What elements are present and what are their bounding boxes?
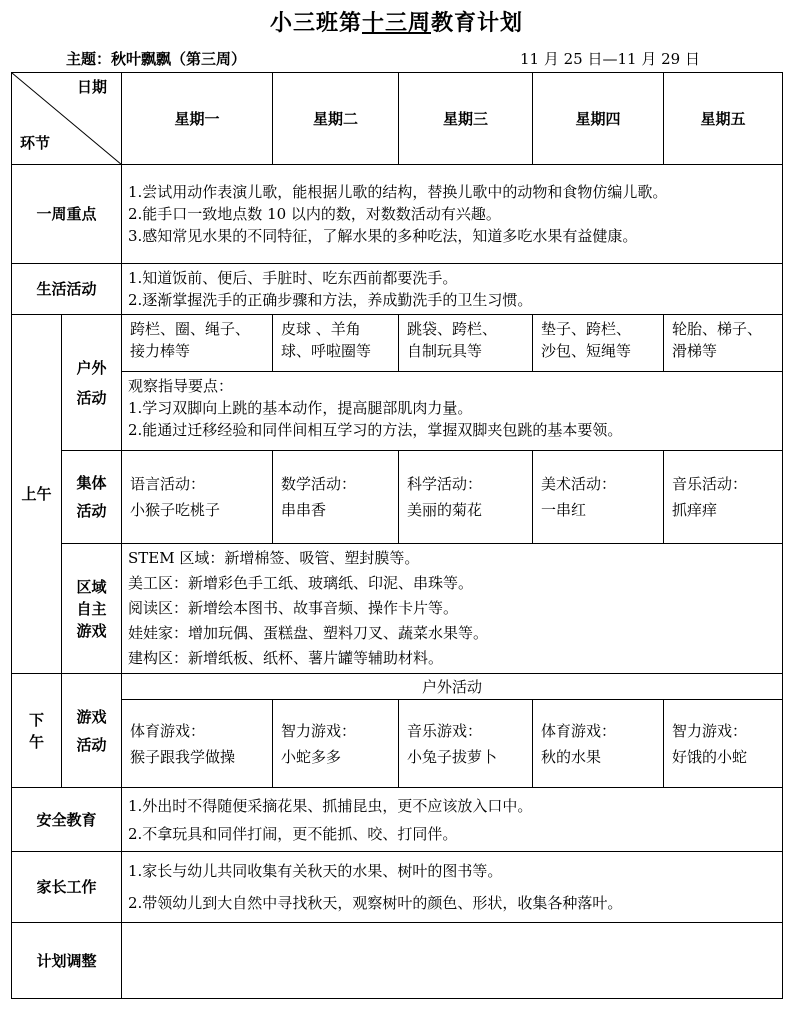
game-activity-label: 游戏 活动 (62, 674, 122, 788)
life-activity-content (122, 264, 783, 315)
group-activity-tue: 数学活动： 串串香 (273, 451, 399, 544)
safety-item: 1.外出时不得随便采摘花果、抓捕昆虫，更不应该放入口中。 (128, 796, 533, 815)
plan-table (11, 72, 783, 999)
outdoor-equipment-mon: 跨栏、圈、绳子、 接力棒等 (122, 315, 273, 372)
life-activity-item: 2.逐渐掌握洗手的正确步骤和方法，养成勤洗手的卫生习惯。 (128, 291, 533, 309)
safety-label: 安全教育 (12, 788, 122, 852)
outdoor-equipment-thu: 垫子、跨栏、 沙包、短绳等 (533, 315, 664, 372)
day-thursday: 星期四 (533, 73, 664, 165)
area-item: 娃娃家：增加玩偶、蛋糕盘、塑料刀叉、蔬菜水果等。 (128, 624, 489, 642)
game-fri: 智力游戏： 好饿的小蛇 (664, 700, 783, 788)
group-activity-fri: 音乐活动： 抓痒痒 (664, 451, 783, 544)
parents-item: 2.带领幼儿到大自然中寻找秋天，观察树叶的颜色、形状，收集各种落叶。 (128, 894, 623, 912)
day-tuesday: 星期二 (273, 73, 399, 165)
afternoon-outdoor-header: 户外活动 (122, 674, 783, 700)
safety-item: 2.不拿玩具和同伴打闹，更不能抓、咬、打同伴。 (128, 824, 458, 843)
morning-label: 上午 (12, 315, 62, 674)
parents-item: 1.家长与幼儿共同收集有关秋天的水果、树叶的图书等。 (128, 862, 503, 880)
day-wednesday: 星期三 (399, 73, 533, 165)
outdoor-activity-label: 户外 活动 (62, 315, 122, 451)
weekly-focus-item: 1.尝试用动作表演儿歌，能根据儿歌的结构，替换儿歌中的动物和食物仿编儿歌。 (128, 183, 668, 201)
outdoor-guide: 观察指导要点： 1.学习双脚向上跳的基本动作，提高腿部肌肉力量。 2.能通过迁移经验和同伴间相互学习的方法，掌握双脚夹包跳的基本要领。 (122, 372, 783, 451)
area-item: 建构区：新增纸板、纸杯、薯片罐等辅助材料。 (128, 649, 444, 667)
area-item: STEM 区域：新增棉签、吸管、塑封膜等。 (128, 549, 420, 567)
outdoor-equipment-wed: 跳袋、跨栏、 自制玩具等 (399, 315, 533, 372)
adjust-content[interactable] (122, 923, 783, 999)
area-play-content (122, 544, 783, 674)
weekly-focus-item: 2.能手口一致地点数 10 以内的数，对数数活动有兴趣。 (128, 205, 501, 223)
area-item: 美工区：新增彩色手工纸、玻璃纸、印泥、串珠等。 (128, 574, 474, 592)
area-item: 阅读区：新增绘本图书、故事音频、操作卡片等。 (128, 599, 459, 617)
afternoon-label: 下 午 (12, 674, 62, 788)
corner-date: 日期 (76, 78, 107, 96)
group-activity-mon: 语言活动： 小猴子吃桃子 (122, 451, 273, 544)
page-title: 小三班第十三周教育计划 (269, 10, 524, 36)
corner-cell (12, 73, 122, 165)
game-thu: 体育游戏： 秋的水果 (533, 700, 664, 788)
day-monday: 星期一 (122, 73, 273, 165)
area-play-label: 区域 自主 游戏 (62, 544, 122, 674)
game-tue: 智力游戏： 小蛇多多 (273, 700, 399, 788)
outdoor-equipment-tue: 皮球 、羊角 球、呼啦圈等 (273, 315, 399, 372)
parents-content (122, 852, 783, 923)
outdoor-equipment-fri: 轮胎、梯子、 滑梯等 (664, 315, 783, 372)
group-activity-wed: 科学活动： 美丽的菊花 (399, 451, 533, 544)
game-wed: 音乐游戏： 小兔子拔萝卜 (399, 700, 533, 788)
weekly-focus-content (122, 165, 783, 264)
group-activity-label: 集体 活动 (62, 451, 122, 544)
day-friday: 星期五 (664, 73, 783, 165)
corner-segment: 环节 (20, 134, 51, 152)
weekly-focus-item: 3.感知常见水果的不同特征，了解水果的多种吃法，知道多吃水果有益健康。 (128, 227, 638, 245)
safety-content (122, 788, 783, 852)
life-activity-item: 1.知道饭前、便后、手脏时、吃东西前都要洗手。 (128, 269, 458, 287)
date-range: 11 月 25 日—11 月 29 日 (520, 50, 700, 68)
group-activity-thu: 美术活动： 一串红 (533, 451, 664, 544)
game-mon: 体育游戏： 猴子跟我学做操 (122, 700, 273, 788)
theme-label: 主题：秋叶飘飘（第三周） (66, 50, 247, 68)
life-activity-label: 生活活动 (12, 264, 122, 315)
adjust-label: 计划调整 (12, 923, 122, 999)
weekly-focus-label: 一周重点 (12, 165, 122, 264)
parents-label: 家长工作 (12, 852, 122, 923)
